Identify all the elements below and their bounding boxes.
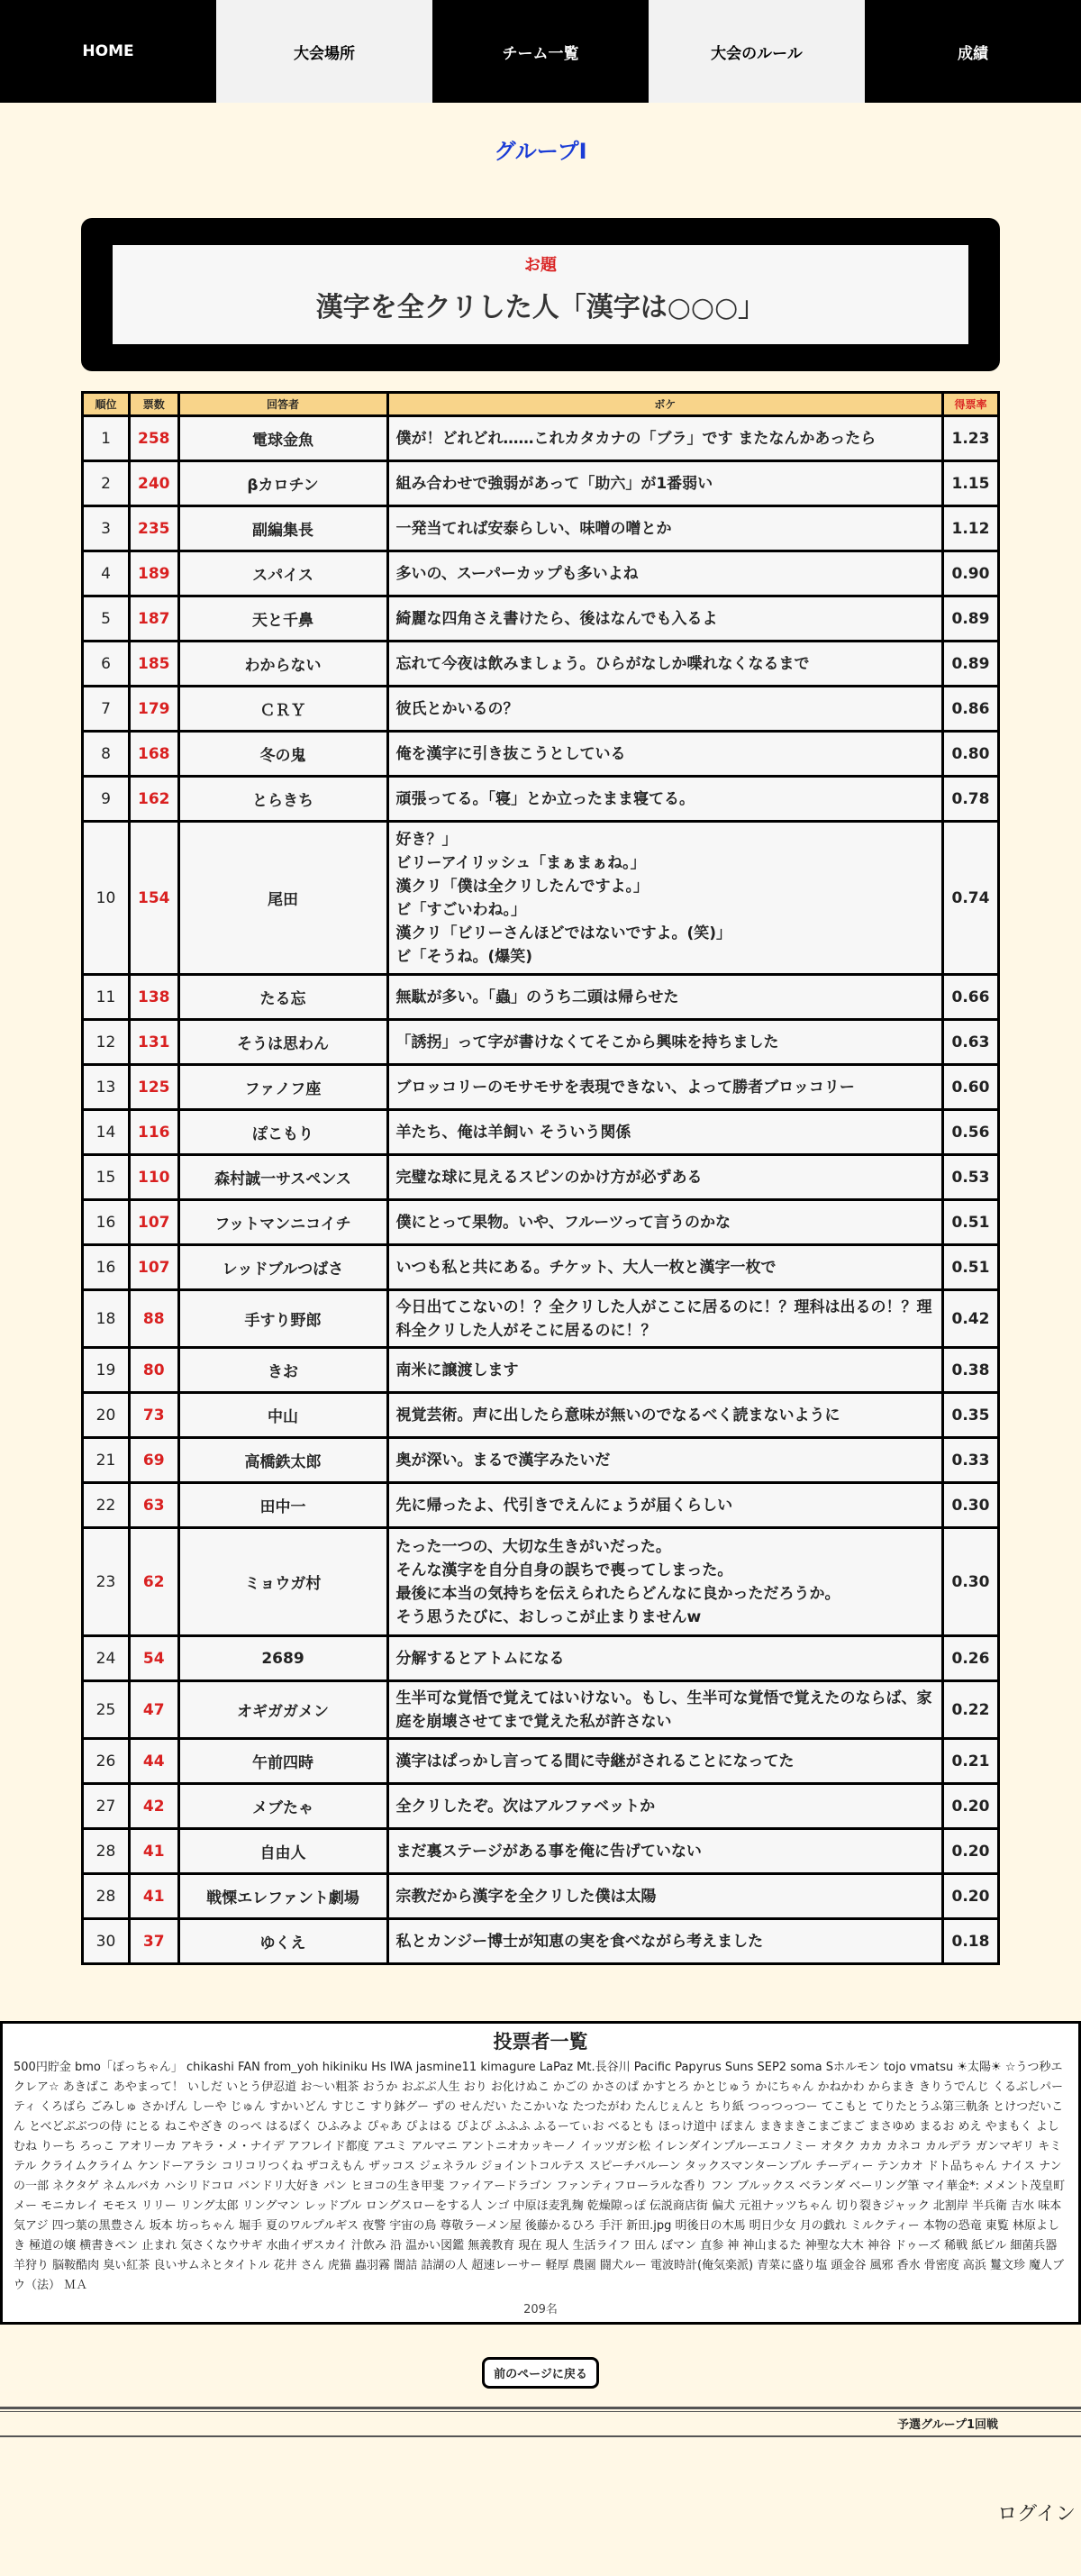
cell-name: 午前四時 [178,1739,387,1784]
cell-name: 電球金魚 [178,416,387,461]
cell-name: ぽこもり [178,1110,387,1155]
cell-ratio: 0.35 [943,1393,999,1438]
cell-votes: 154 [130,822,179,975]
cell-rank: 21 [83,1438,130,1483]
table-row [83,1020,999,1065]
cell-votes: 69 [130,1438,179,1483]
nav-item[interactable]: 成績 [865,0,1081,103]
table-row [83,1290,999,1348]
voters-count: 209名 [523,2303,558,2317]
cell-rank: 30 [83,1919,130,1964]
cell-rank: 1 [83,416,130,461]
cell-votes: 62 [130,1528,179,1636]
cell-rank: 22 [83,1483,130,1528]
table-row [83,1874,999,1919]
cell-rank: 25 [83,1681,130,1739]
header-rank: 順位 [83,393,130,416]
header-name: 回答者 [178,393,387,416]
cell-name: 副編集長 [178,506,387,551]
cell-votes: 107 [130,1245,179,1290]
cell-answer: 頑張ってる。「寝」とか立ったまま寝てる。 [387,777,943,822]
cell-rank: 9 [83,777,130,822]
cell-ratio: 0.51 [943,1245,999,1290]
cell-name: わからない [178,642,387,687]
cell-answer: 無駄が多い。「蟲」のうち二頭は帰らせた [387,975,943,1020]
cell-votes: 44 [130,1739,179,1784]
cell-votes: 41 [130,1874,179,1919]
cell-votes: 73 [130,1393,179,1438]
cell-votes: 187 [130,596,179,642]
cell-name: 自由人 [178,1829,387,1874]
cell-votes: 131 [130,1020,179,1065]
cell-name: スパイス [178,551,387,596]
cell-votes: 37 [130,1919,179,1964]
voters-title: 投票者一覧 [493,2031,588,2053]
cell-ratio: 0.89 [943,596,999,642]
cell-votes: 125 [130,1065,179,1110]
cell-answer: 俺を漢字に引き抜こうとしている [387,732,943,777]
cell-ratio: 0.51 [943,1200,999,1245]
cell-rank: 24 [83,1636,130,1681]
cell-ratio: 0.20 [943,1829,999,1874]
cell-rank: 15 [83,1155,130,1200]
cell-votes: 54 [130,1636,179,1681]
cell-ratio: 0.20 [943,1874,999,1919]
cell-rank: 26 [83,1739,130,1784]
cell-ratio: 0.63 [943,1020,999,1065]
cell-answer: たった一つの、大切な生きがいだった。 そんな漢字を自分自身の誤ちで喪ってしまった。 最後に本当の気持ちを伝えられたらどんなに良かっただろうか。 そう思うたびに、おしっこが止まりませんw [387,1528,943,1636]
nav-item[interactable]: 大会場所 [216,0,432,103]
cell-rank: 19 [83,1348,130,1393]
theme-box [81,218,1000,371]
cell-rank: 28 [83,1829,130,1874]
cell-ratio: 0.78 [943,777,999,822]
cell-name: 中山 [178,1393,387,1438]
table-row [83,461,999,506]
cell-answer: 分解するとアトムになる [387,1636,943,1681]
nav-item[interactable]: HOME [0,0,216,103]
cell-answer: 今日出てこないの！？全クリした人がここに居るのに！？理科は出るの！？理科全クリした人がそこに居るのに！？ [387,1290,943,1348]
cell-ratio: 0.90 [943,551,999,596]
cell-answer: 私とカンジー博士が知恵の実を食べながら考えました [387,1919,943,1964]
cell-votes: 116 [130,1110,179,1155]
cell-votes: 88 [130,1290,179,1348]
table-row [83,822,999,975]
table-row [83,1065,999,1110]
table-row [83,1636,999,1681]
cell-name: ミョウガ村 [178,1528,387,1636]
cell-votes: 168 [130,732,179,777]
back-button[interactable]: 前のページに戻る [482,2357,599,2389]
table-row [83,506,999,551]
cell-votes: 47 [130,1681,179,1739]
cell-answer: まだ裏ステージがある事を俺に告げていない [387,1829,943,1874]
table-row [83,1110,999,1155]
cell-answer: 僕にとって果物。いや、フルーツって言うのかな [387,1200,943,1245]
cell-name: 高橋鉄太郎 [178,1438,387,1483]
cell-ratio: 0.56 [943,1110,999,1155]
cell-rank: 12 [83,1020,130,1065]
cell-name: きお [178,1348,387,1393]
cell-votes: 107 [130,1200,179,1245]
cell-name: 天と千鼻 [178,596,387,642]
main-nav [0,0,1081,103]
header-answer: ボケ [387,393,943,416]
cell-rank: 8 [83,732,130,777]
header-votes: 票数 [130,393,179,416]
theme-label: お題 [524,256,557,275]
cell-votes: 185 [130,642,179,687]
cell-ratio: 0.20 [943,1784,999,1829]
cell-ratio: 1.15 [943,461,999,506]
cell-rank: 16 [83,1245,130,1290]
cell-name: 尾田 [178,822,387,975]
cell-votes: 189 [130,551,179,596]
table-header-row [83,393,999,416]
table-row [83,732,999,777]
cell-answer: 羊たち、俺は羊飼い そういう関係 [387,1110,943,1155]
cell-rank: 18 [83,1290,130,1348]
cell-answer: いつも私と共にある。チケット、大人一枚と漢字一枚で [387,1245,943,1290]
cell-rank: 11 [83,975,130,1020]
footer-divider [0,2407,1081,2412]
cell-ratio: 0.22 [943,1681,999,1739]
cell-answer: 生半可な覚悟で覚えてはいけない。もし、生半可な覚悟で覚えたのならば、家庭を崩壊させてまで覚えた私が許さない [387,1681,943,1739]
cell-rank: 16 [83,1200,130,1245]
cell-rank: 27 [83,1784,130,1829]
cell-ratio: 0.33 [943,1438,999,1483]
cell-name: ゆくえ [178,1919,387,1964]
cell-answer: 完璧な球に見えるスピンのかけ方が必ずある [387,1155,943,1200]
cell-rank: 2 [83,461,130,506]
cell-ratio: 0.89 [943,642,999,687]
cell-answer: 綺麗な四角さえ書けたら、後はなんでも入るよ [387,596,943,642]
cell-ratio: 0.38 [943,1348,999,1393]
cell-name: ＣＲＹ [178,687,387,732]
voters-section [0,2021,1081,2325]
cell-rank: 20 [83,1393,130,1438]
cell-ratio: 0.26 [943,1636,999,1681]
cell-votes: 42 [130,1784,179,1829]
cell-votes: 240 [130,461,179,506]
voters-list: 500円貯金 bmo「ぽっちゃん」 chikashi FAN from_yoh hikiniku Hs IWA jasmine11 kimagure LaPaz Mt.長谷川 Pacific Papyrus Suns SEP2 soma Sホルモン tojo vmatsu ☀太陽☀ ☆うつ秒エクレア☆ あきばこ あやまって！ いしだ いとう伊忍道 お〜い粗茶 おうか おぶぶ人生 おり お化けぬこ かごの かさのぱ かすとろ かとじゅう かにちゃん かねかわ からまき きりうでんじ くるぶしパーティ くろばら ごみしゅ さかげん しーや じゅん すかいどん すじこ すり鉢グー ずの せんだい たこかいな たつたがわ たんじぇんと ちり紙 つっつっつー てこもと てりたとうふ第三軌条 とけつだいこん とべどぶぶつの侍 にとる ねこやざき のっぺ はるばく ひふみよ ぴゃあ ぴよはる ぴよぴ ふふふ ふるーてぃお べるとも ほっけ道中 ぽまん まきまきこまごまご まさゆめ まるお めえ やまもく よしむね りーち ろっこ アオリーカ アキラ・メ・ナイデ アフレイド都度 アユミ アルマニ アントニオカッキーノ イッツガシ松 イレンダインプルーエコノミー オタク カカ カネコ カルデラ ガンマギリ キミテル クライムクライム ケンドーアラシ コリコリつくね ザコえもん ザッコス ジェネラル ジョイントコルテス スピーチバルーン タックスマンターンブル チーディー テンカオ ドト品ちゃん ナイス ナンの一部 ネクタゲ ネムルバカ ハシリドコロ バンドリ大好き パン ヒヨコの生き甲斐 ファイアードラゴン ファンティフローラルな香り フン ブルックス ベランダ ベーリング筆 マイ華金*: メメント茂皇町 メー モニカレイ モモス リリー リング太郎 リングマン レッドブル ロングスローをする人 ンゴ 中原ほ麦乳麹 乾燥隙っぽ 伝説商店街 偏犬 元祖ナッツちゃん 切り裂きジャック 北割岸 半兵衛 吉水 味本気アジ 四つ葉の黒豊さん 坂本 坊っちゃん 堀手 夏のワルプルギス 夜警 宇宙の鳥 尊敬ラーメン屋 後藤かるひろ 手汗 新田.jpg 明後日の木馬 明日少女 月の戯れ ミルクティー 本物の恐竜 東覧 林原よしき 極道の嬢 横書きペン 止まれ 気さくなウサギ 水曲イザスカイ 汁飲み 沿 温かい図鑑 無義教育 現在 現人 生活ライフ 田ん ぼマン 直参 神 神山まるた 神聖な大木 神谷 ドゥーズ 稀戦 紙ビル 細菌兵器 羊狩り 脳鞍酷肉 臭い紅茶 良いサムネとタイトル 花井 さん 虎猫 蟲羽霧 闇詰 詰湖の人 超速レーサー 軽厚 農園 闘犬ルー 電波時計(俺気楽派) 青菜に盛り塩 頭金谷 風邪 香水 骨密度 高浜 鬘文珍 魔人ブウ（法） ＭＡ [14,2061,1066,2292]
nav-item[interactable]: チーム一覧 [432,0,649,103]
cell-votes: 162 [130,777,179,822]
cell-votes: 235 [130,506,179,551]
cell-answer: 視覚芸術。声に出したら意味が無いのでなるべく読まないように [387,1393,943,1438]
cell-name: たる忘 [178,975,387,1020]
cell-ratio: 0.30 [943,1483,999,1528]
cell-votes: 80 [130,1348,179,1393]
cell-votes: 258 [130,416,179,461]
cell-rank: 10 [83,822,130,975]
cell-name: 戦慄エレファント劇場 [178,1874,387,1919]
theme-inner [113,245,968,344]
table-row [83,1528,999,1636]
cell-answer: 一発当てれば安泰らしい、味噌の噌とか [387,506,943,551]
header-ratio: 得票率 [943,393,999,416]
cell-answer: 全クリしたぞ。次はアルファベットか [387,1784,943,1829]
cell-answer: 宗教だから漢字を全クリした僕は太陽 [387,1874,943,1919]
cell-ratio: 0.18 [943,1919,999,1964]
cell-ratio: 0.80 [943,732,999,777]
cell-rank: 28 [83,1874,130,1919]
table-row [83,1393,999,1438]
cell-rank: 23 [83,1528,130,1636]
theme-text: 漢字を全クリした人「漢字は○○○」 [315,292,766,323]
cell-name: 森村誠一サスペンス [178,1155,387,1200]
table-row [83,1348,999,1393]
back-wrap [0,2357,1081,2389]
cell-ratio: 0.21 [943,1739,999,1784]
cell-name: βカロチン [178,461,387,506]
table-row [83,1245,999,1290]
table-row [83,1919,999,1964]
table-row [83,1739,999,1784]
table-row [83,1829,999,1874]
nav-item[interactable]: 大会のルール [649,0,865,103]
table-row [83,777,999,822]
cell-name: メブたゃ [178,1784,387,1829]
cell-name: 冬の鬼 [178,732,387,777]
group-title: グループI [494,139,587,164]
cell-votes: 110 [130,1155,179,1200]
cell-ratio: 0.42 [943,1290,999,1348]
cell-answer: 好き？」 ビリーアイリッシュ「まぁまぁね。」 漢クリ「僕は全クリしたんですよ。」 ビ「すごいわね。」 漢クリ「ビリーさんほどではないですよ。(笑)」 ビ「そうね。(爆笑) [387,822,943,975]
table-row [83,642,999,687]
cell-ratio: 1.12 [943,506,999,551]
cell-name: 2689 [178,1636,387,1681]
cell-name: とらきち [178,777,387,822]
results-table [81,391,1000,1965]
cell-answer: 先に帰ったよ、代引きでえんにょうが届くらしい [387,1483,943,1528]
cell-answer: 漢字はぱっかし言ってる間に寺継がされることになってた [387,1739,943,1784]
cell-ratio: 0.53 [943,1155,999,1200]
cell-name: 手すり野郎 [178,1290,387,1348]
table-row [83,1784,999,1829]
table-row [83,1155,999,1200]
cell-name: ファノフ座 [178,1065,387,1110]
table-row [83,416,999,461]
cell-answer: 南米に譲渡します [387,1348,943,1393]
cell-ratio: 0.60 [943,1065,999,1110]
table-row [83,1483,999,1528]
cell-name: レッドブルつばさ [178,1245,387,1290]
cell-ratio: 0.86 [943,687,999,732]
cell-answer: 「誘拐」って字が書けなくてそこから興味を持ちました [387,1020,943,1065]
cell-name: そうは思わん [178,1020,387,1065]
cell-rank: 7 [83,687,130,732]
login-link[interactable]: ログイン [997,2503,1076,2526]
cell-votes: 138 [130,975,179,1020]
cell-answer: 奥が深い。まるで漢字みたいだ [387,1438,943,1483]
cell-rank: 3 [83,506,130,551]
table-row [83,1681,999,1739]
cell-name: オギガガメン [178,1681,387,1739]
cell-ratio: 0.66 [943,975,999,1020]
cell-ratio: 0.74 [943,822,999,975]
cell-answer: 多いの、スーパーカップも多いよね [387,551,943,596]
cell-answer: ブロッコリーのモサモサを表現できない、よって勝者ブロッコリー [387,1065,943,1110]
cell-votes: 63 [130,1483,179,1528]
footer-line [0,2435,1081,2437]
table-row [83,551,999,596]
cell-rank: 14 [83,1110,130,1155]
yosen-label: 予選グループ1回戦 [896,2418,998,2432]
cell-rank: 4 [83,551,130,596]
cell-answer: 組み合わせで強弱があって「助六」が1番弱い [387,461,943,506]
cell-name: フットマンニコイチ [178,1200,387,1245]
cell-name: 田中一 [178,1483,387,1528]
table-row [83,596,999,642]
cell-rank: 5 [83,596,130,642]
table-row [83,1438,999,1483]
cell-answer: 忘れて今夜は飲みましょう。ひらがなしか喋れなくなるまで [387,642,943,687]
table-row [83,687,999,732]
cell-ratio: 0.30 [943,1528,999,1636]
cell-answer: 彼氏とかいるの？ [387,687,943,732]
table-row [83,1200,999,1245]
cell-votes: 41 [130,1829,179,1874]
cell-votes: 179 [130,687,179,732]
cell-rank: 13 [83,1065,130,1110]
cell-answer: 僕が！どれどれ……これカタカナの「ブラ」です またなんかあったら [387,416,943,461]
table-row [83,975,999,1020]
cell-ratio: 1.23 [943,416,999,461]
cell-rank: 6 [83,642,130,687]
